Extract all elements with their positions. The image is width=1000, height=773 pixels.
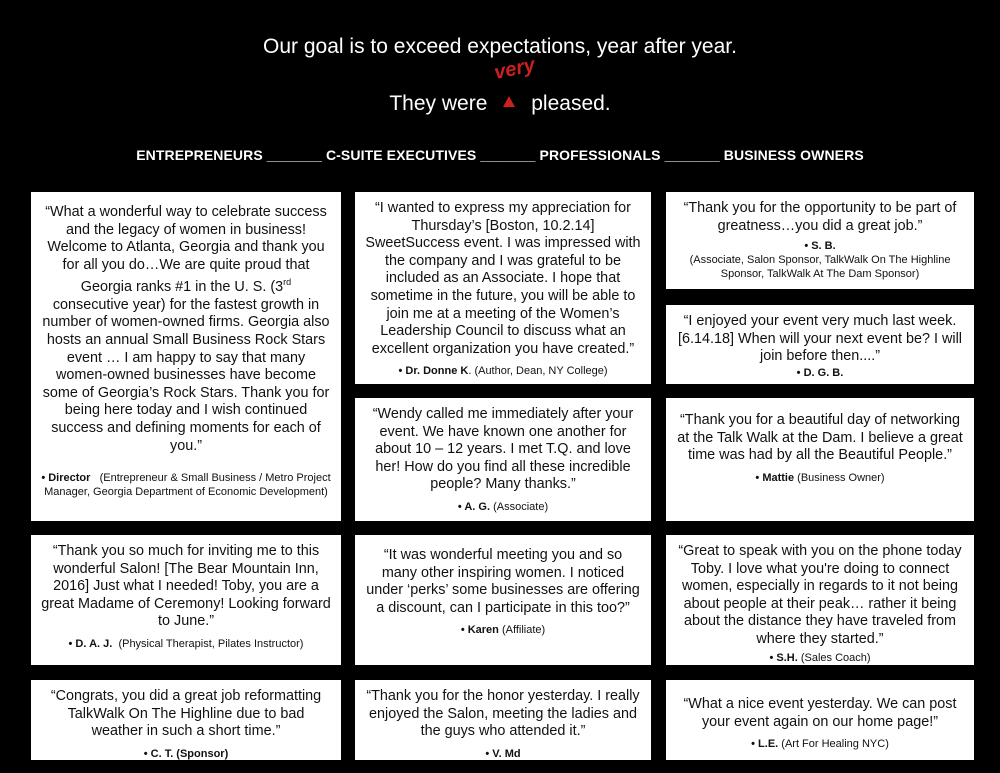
testimonial-role: (Associate) <box>493 500 549 513</box>
testimonial-quote <box>41 200 331 455</box>
testimonial-name: • C. T. (Sponsor) <box>143 747 229 760</box>
testimonial-attribution <box>41 747 331 761</box>
audience-categories: ENTREPRENEURS _______ C-SUITE EXECUTIVES _______ PROFESSIONALS _______ BUSINESS OWNERS <box>136 147 864 163</box>
testimonial-card-vmd <box>355 680 651 760</box>
testimonial-attribution <box>365 364 641 378</box>
testimonial-card-ct <box>31 680 341 760</box>
testimonial-name: • D. G. B. <box>796 366 844 379</box>
testimonial-attribution <box>676 651 964 665</box>
testimonial-role: (Business Owner) <box>797 471 885 484</box>
testimonial-quote: “I wanted to express my appreciation for Thursday’s [Boston, 10.2.14] SweetSuccess event. I was impressed with the company and I was grateful to be included as an Associate. I hope that sometime in the future, you will be able to join me at a meeting of the Women’s Leadership Council to discuss what an excellent organization you have created.” <box>365 200 641 357</box>
testimonial-card-karen <box>355 535 651 665</box>
headline-goal-text: Our goal is to exceed expectations, year after year. <box>263 35 737 58</box>
testimonial-quote: “I enjoyed your event very much last week. [6.14.18] When will your next event be? I will join before then....” <box>678 313 962 365</box>
quote-part-b: consecutive year) for the fastest growth in number of women-owned firms. Georgia also hosts an annual Small Business Rock Stars event … I am happy to say that many women-owned businesses have become some of Georgia’s Rock Stars. Thank you for being here today and I wish continued success and defining moments for each of you.” <box>42 296 330 454</box>
testimonial-role: (Affiliate) <box>501 624 546 637</box>
testimonial-card-dgb <box>666 305 974 384</box>
testimonial-card-sb <box>666 192 974 289</box>
testimonial-card-mattie <box>666 398 974 521</box>
testimonial-name: • D. A. J. <box>68 637 113 650</box>
testimonial-card-director <box>31 192 341 521</box>
testimonial-quote: “Thank you so much for inviting me to this wonderful Salon! [The Bear Mountain Inn, 2016] Just what I needed! Toby, you are a great Madame of Ceremony! Looking forward to June.” <box>41 543 331 630</box>
testimonial-name: • Karen <box>460 624 499 637</box>
testimonial-role: (Physical Therapist, Pilates Instructor) <box>118 637 304 650</box>
testimonial-quote: “Wendy called me immediately after your event. We have known one another for about 10 – 12 years. I met T.Q. and love her! How do you find all these incredible people? Many thanks.” <box>372 406 634 493</box>
very-handwritten: very <box>492 53 538 85</box>
testimonial-role: . (Author, Dean, NY College) <box>468 365 608 378</box>
headline-pleased-before: They were <box>389 92 488 115</box>
testimonial-attribution <box>676 471 964 485</box>
testimonial-quote: “Thank you for the opportunity to be part of greatness…you did a great job.” <box>683 200 957 234</box>
testimonial-name: • L.E. <box>751 738 779 751</box>
testimonial-card-dr-donne <box>355 192 651 384</box>
testimonial-card-le <box>666 680 974 760</box>
testimonial-name: • Mattie <box>755 471 795 484</box>
testimonial-card-sh <box>666 535 974 665</box>
testimonial-name: • Dr. Donne K <box>398 365 469 378</box>
testimonial-name: • V. Md <box>485 747 521 760</box>
testimonial-role: (Associate, Salon Sponsor, TalkWalk On The Highline Sponsor, TalkWalk At The Dam Sponsor) <box>689 254 951 281</box>
testimonial-role: (Entrepreneur & Small Business / Metro Project Manager, Georgia Department of Economic Development) <box>44 472 331 499</box>
testimonial-name: • S.H. <box>769 651 798 664</box>
headline-goal <box>0 35 1000 59</box>
testimonial-attribution <box>41 471 331 499</box>
testimonial-quote: “Thank you for the honor yesterday. I really enjoyed the Salon, meeting the ladies and the guys who attended it.” <box>366 688 640 740</box>
headline-pleased-after: pleased. <box>531 92 611 115</box>
quote-part-a: “What a wonderful way to celebrate success and the legacy of women in business! Welcome to Atlanta, Georgia and thank you for all you do…We are quite proud that Georgia ranks #1 in the U. S. (3 <box>45 204 327 296</box>
testimonial-quote: “It was wonderful meeting you and so many other inspiring women. I noticed under ‘perks’ some businesses are offering a discount, can I participate in this too?” <box>366 547 640 616</box>
headline-pleased <box>0 53 1000 116</box>
testimonial-attribution <box>365 500 641 514</box>
testimonial-card-ag <box>355 398 651 521</box>
quote-superscript: rd <box>283 277 292 288</box>
testimonial-attribution <box>676 366 964 380</box>
testimonial-card-daj <box>31 535 341 665</box>
testimonial-attribution <box>676 737 964 751</box>
caret-icon <box>503 96 515 107</box>
testimonial-quote: “Great to speak with you on the phone today Toby. I love what you're doing to connect women, especially in regards to it not being about people at their peak… rather it being about the distance they have traveled from where they started.” <box>678 543 962 647</box>
testimonial-quote: “Congrats, you did a great job reformatting TalkWalk On The Highline due to bad weather in such a short time.” <box>50 688 322 740</box>
testimonial-role: (Art For Healing NYC) <box>781 738 889 751</box>
testimonial-attribution <box>41 637 331 651</box>
testimonial-name: • S. B. <box>804 240 836 253</box>
testimonial-role: (Sales Coach) <box>800 651 871 664</box>
very-insert-mark <box>492 53 538 110</box>
testimonial-name: • Director <box>41 472 91 485</box>
testimonial-quote: “What a nice event yesterday. We can post your event again on our home page!” <box>683 696 957 730</box>
testimonial-name: • A. G. <box>457 500 491 513</box>
testimonial-attribution <box>365 623 641 637</box>
testimonial-attribution <box>676 239 964 281</box>
testimonial-quote: “Thank you for a beautiful day of networking at the Talk Walk at the Dam. I believe a great time was had by all the Beautiful People.” <box>677 412 963 464</box>
testimonial-attribution <box>365 747 641 761</box>
